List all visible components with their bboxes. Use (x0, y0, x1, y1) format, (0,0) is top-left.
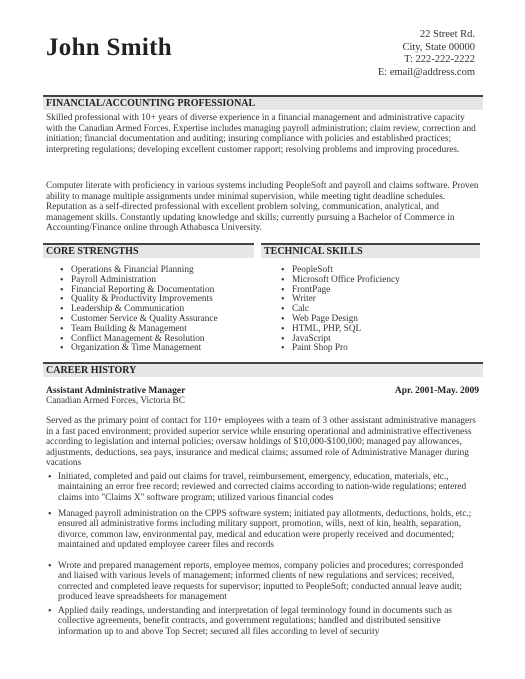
list-item: • Quality & Productivity Improvements (58, 295, 218, 305)
job-bullet-text: Wrote and prepared management reports, employee memos, company policies and procedures; corresponded and liaised with various levels of management; informed clients of new regulations and services; received, corrected and completed leave requests for supervisor; inputted to PeopleSoft; conducted annual leave audit; produced leave spreadsheets for management (58, 561, 464, 603)
career-history-header: CAREER HISTORY (43, 362, 483, 377)
list-item: • Customer Service & Quality Assurance (58, 315, 218, 325)
job-bullet-text: Managed payroll administration on the CPPS software system; initiated pay allotments, deductions, holds, etc.; ensured all administrative forms including military support, promotion, wills, next of kin, health, separation, divorce, common law, environmental pay, medical and education were properly received and documented; maintained and updated employee career files and records (58, 509, 472, 551)
technical-skills-list (279, 266, 400, 354)
bullet-icon: • (48, 472, 52, 483)
job-bullet (48, 472, 476, 503)
job-summary: Served as the primary point of contact for 110+ employees with a team of 3 other assistant administrative managers in a fast paced environment; provided superior service while ensuring operational and administrative effectiveness according to legislation and internal policies; oversaw holdings of $10,000-$100,000; managed pay allowances, adjustments, deductions, sea pays, insurance and medical claims; assumed role of Administrative Manager during vacations (46, 416, 476, 469)
list-item: • Organization & Time Management (58, 344, 218, 354)
core-strengths-header: CORE STRENGTHS (43, 243, 254, 258)
list-item: • JavaScript (279, 335, 400, 345)
list-item: • Paint Shop Pro (279, 344, 400, 354)
phone-line: T: 222-222-2222 (404, 54, 475, 65)
city-line: City, State 00000 (402, 41, 475, 53)
bullet-icon: • (48, 509, 52, 520)
core-strengths-list (58, 266, 218, 354)
job-organization: Canadian Armed Forces, Victoria BC (46, 396, 185, 406)
profile-paragraph-2: Computer literate with proficiency in various systems including PeopleSoft and payroll and claims software. Proven ability to manage multiple assignments under minimal supervision, while meeting tight deadline schedules. Reputation as a self-directed professional with excellent problem solving, communication, analytical, and management skills. Constantly updating knowledge and skills; currently pursuing a Bachelor of Commerce in Accounting/Finance online through Athabasca University. (46, 181, 479, 234)
list-item: • PeopleSoft (279, 266, 400, 276)
job-bullet-text: Applied daily readings, understanding and interpretation of legal terminology found in documents such as collective agreements, benefit contracts, and government regulations; handled and distributed sensitive information up to and above Top Secret; secured all files according to level of security (58, 606, 452, 637)
job-bullet (48, 509, 476, 551)
email-line: E: email@address.com (377, 66, 475, 78)
list-item: • Payroll Administration (58, 276, 218, 286)
bullet-icon: • (48, 606, 52, 617)
job-bullet-text: Initiated, completed and paid out claims for travel, reimbursement, emergency, education, materials, etc., maintaining an error free record; reviewed and corrected claims according to nation-wide regulations; entered claims into "Claims X" software program; utilized various financial codes (58, 472, 467, 503)
list-item: • Conflict Management & Resolution (58, 335, 218, 345)
list-item: • FrontPage (279, 286, 400, 296)
contact-info (378, 29, 475, 79)
address-line: 22 Street Rd. (419, 29, 475, 40)
list-item: • Operations & Financial Planning (58, 266, 218, 276)
list-item: • Team Building & Management (58, 325, 218, 335)
bullet-icon: • (48, 561, 52, 572)
list-item: • Writer (279, 295, 400, 305)
job-title: Assistant Administrative Manager (46, 386, 186, 396)
job-dates: Apr. 2001-May. 2009 (394, 386, 479, 396)
list-item: • Web Page Design (279, 315, 400, 325)
job-bullet (48, 561, 476, 603)
job-bullet (48, 606, 476, 637)
technical-skills-header: TECHNICAL SKILLS (261, 243, 480, 258)
candidate-name: John Smith (46, 34, 172, 61)
profile-section-header: FINANCIAL/ACCOUNTING PROFESSIONAL (43, 95, 483, 110)
list-item: • HTML, PHP, SQL (279, 325, 400, 335)
list-item: • Leadership & Communication (58, 305, 218, 315)
list-item: • Calc (279, 305, 400, 315)
list-item: • Microsoft Office Proficiency (279, 276, 400, 286)
list-item: • Financial Reporting & Documentation (58, 286, 218, 296)
profile-paragraph-1: Skilled professional with 10+ years of diverse experience in a financial management and administrative capacity with the Canadian Armed Forces. Expertise includes managing payroll administration; claim review, correction and initiation; financial documentation and auditing; insuring compliance with policies and established practices; interpreting regulations; developing excellent customer rapport; resolving problems and improving procedures. (46, 113, 476, 155)
